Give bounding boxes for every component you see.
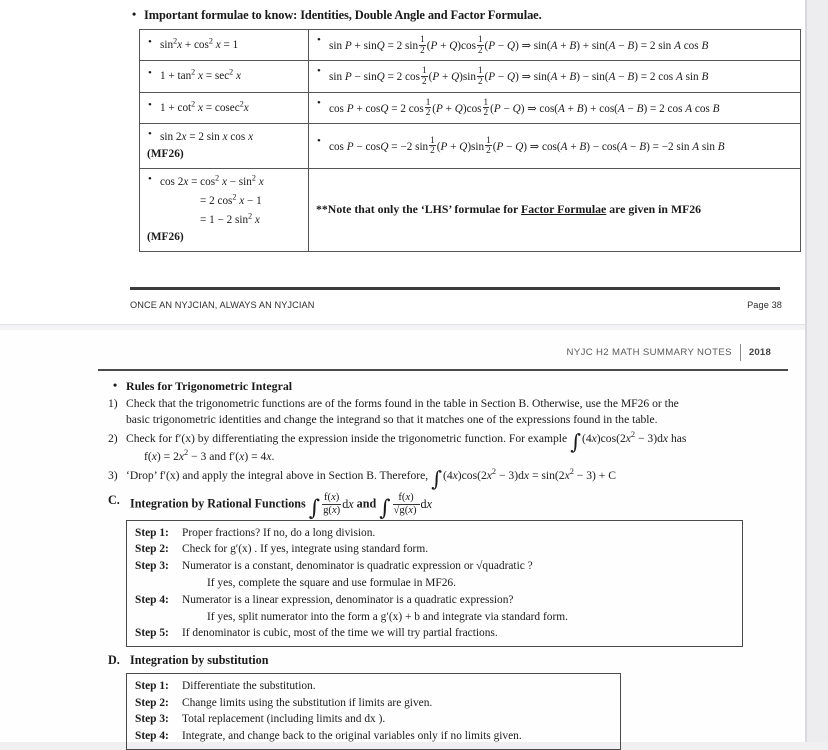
identity-1: • $\sin^2x + \cos^2 x = 1$ (147, 37, 302, 53)
footer-page-number: Page 38 (747, 300, 782, 310)
step-row (135, 592, 735, 609)
table-row (140, 61, 801, 92)
section-d-heading (108, 652, 780, 669)
note-prefix: **Note that only the ‘LHS’ formulae for (316, 201, 521, 216)
step-row (135, 558, 735, 575)
step-label: Step 1: (135, 679, 169, 692)
footer-divider (130, 287, 780, 290)
step-row-sub (135, 609, 735, 626)
section-c-heading (108, 492, 780, 521)
note-suffix: are given in MF26 (606, 201, 702, 216)
page-header (567, 344, 771, 361)
rule-2-text-b: has (668, 432, 687, 446)
step-row (135, 541, 735, 558)
section-c-formula: ∫ $\frac{f(x)}{g(x)}$ dx (308, 492, 354, 521)
identity-5-line3: = 1 − 2 $\sin^2 x$ (200, 211, 260, 227)
identity-5-line2: = 2 $\cos^2 x - 1$ (200, 192, 262, 207)
integral-icon: ∫ (431, 466, 442, 491)
step-row-sub (135, 575, 735, 592)
step-label: Step 4: (135, 730, 169, 743)
section-c-conjunction: and (356, 497, 377, 512)
identity-5: • $\cos 2x = \cos^2 x - \sin^2 x$ = 2 $\cos^2 x - 1$ = 1 − 2 $\sin^2 x$ (147, 174, 302, 229)
identity-3: • $1 + \cot^2 x = cosec^2x$ (147, 100, 302, 116)
factor-formula-3: • cos P + cosQ = 2 cos $\frac{1}{2}$ (P + Q)cos $\frac{1}{2}$ (P − Q) ⇒ cos(A + B) + cos(A − B) = 2 cos A cos B (316, 98, 794, 118)
trig-formulae-table (139, 29, 801, 252)
rules-title: • Rules for Trigonometric Integral (108, 378, 780, 394)
step-label: Step 5: (135, 627, 169, 640)
step-row (135, 695, 613, 712)
identity-4-mf-tag: (MF26) (147, 148, 184, 161)
step-text: Total replacement (including limits and dx ). (182, 713, 386, 726)
step-label: Step 1: (135, 526, 169, 539)
factor-formula-4: • cos P − cosQ = −2 sin $\frac{1}{2}$ (P + Q)sin $\frac{1}{2}$ (P − Q) ⇒ cos(A + B) − cos(A − B) = −2 sin A sin B (316, 136, 794, 156)
step-text: Differentiate the substitution. (182, 679, 316, 692)
section-d-letter: D. (108, 653, 120, 668)
rule-1 (108, 396, 780, 428)
footer-motto: ONCE AN NYJCIAN, ALWAYS AN NYJCIAN (130, 300, 315, 310)
integral-icon: ∫ (308, 495, 321, 521)
header-divider (98, 369, 788, 371)
rule-2-line-1: Check for f′(x) by differentiating the expression inside the trigonometric function. For example $\int(4x)\cos(2x^2 - 3)dx$ has (126, 429, 687, 454)
page-footer (130, 300, 782, 310)
rule-2 (108, 431, 780, 465)
step-text: If denominator is cubic, most of the time we will try partial fractions. (182, 627, 498, 640)
table-row (140, 123, 801, 168)
header-year: 2018 (748, 347, 771, 358)
factor-formula-2: • sin P − sinQ = 2 cos $\frac{1}{2}$ (P + Q)sin $\frac{1}{2}$ (P − Q) ⇒ sin(A + B) − sin(A − B) = 2 cos A sin B (316, 66, 794, 86)
step-text: Numerator is a constant, denominator is quadratic expression or √quadratic ? (182, 560, 533, 573)
step-row (135, 625, 735, 642)
section-c-steps-box (126, 520, 743, 647)
identity-cell-4 (140, 123, 309, 168)
rule-3-text-a: ‘Drop’ f′(x) and apply the integral above in Section B. Therefore, (126, 469, 432, 483)
rule-3 (108, 466, 780, 491)
identity-cell-3 (140, 92, 309, 123)
table-row (140, 92, 801, 123)
page-right-edge (805, 0, 807, 742)
step-label: Step 2: (135, 696, 169, 709)
step-row (135, 711, 613, 728)
step-row (135, 678, 613, 695)
table-row (140, 168, 801, 251)
identity-cell-1 (140, 30, 309, 61)
step-text: If yes, complete the square and use formulae in MF26. (207, 576, 456, 589)
rule-2-line-2: $f(x) = 2x^2 - 3$ and f′(x) = 4x. (144, 448, 275, 464)
step-text: If yes, split numerator into the form a g′(x) + b and integrate via standard form. (207, 610, 568, 623)
header-title: NYJC H2 MATH SUMMARY NOTES (566, 347, 732, 358)
factor-formula-cell-3 (309, 92, 801, 123)
rule-3-number: 3) (108, 469, 118, 483)
section-c-formula-2: ∫ $\frac{f(x)}{√g(x)}$ dx (379, 492, 432, 521)
identity-cell-2 (140, 61, 309, 92)
step-text: Proper fractions? If no, do a long division. (182, 526, 376, 539)
rule-3-line-1: ‘Drop’ f′(x) and apply the integral above in Section B. Therefore, $\int(4x)\cos(2x^2 - 3)dx = \sin(2x^2 - 3) + C$ (126, 466, 616, 491)
identity-5-mf-tag: (MF26) (147, 231, 184, 244)
rule-1-number: 1) (108, 397, 118, 411)
step-text: Integrate, and change back to the original variables only if no limits given. (182, 730, 522, 743)
step-label: Step 4: (135, 593, 169, 606)
identity-2: • $1 + \tan^2 x = \sec^2 x$ (147, 68, 302, 84)
factor-formula-cell-4 (309, 123, 801, 168)
step-label: Step 2: (135, 543, 169, 556)
factor-formula-1: • sin P + sinQ = 2 sin $\frac{1}{2}$ (P + Q)cos $\frac{1}{2}$ (P − Q) ⇒ sin(A + B) + sin(A − B) = 2 sin A cos B (316, 35, 794, 55)
formulae-heading: • Important formulae to know: Identities, Double Angle and Factor Formulae. (130, 8, 775, 23)
integral-icon: ∫ (570, 429, 581, 454)
notes-body (108, 378, 780, 750)
rule-1-line-2: basic trigonometric identities and change the integrand so that it matches one of the expressions found in the table. (126, 413, 658, 427)
step-row (135, 728, 613, 745)
step-text: Numerator is a linear expression, denominator is a quadratic expression? (182, 593, 514, 606)
page-39 (0, 330, 806, 742)
factor-formula-cell-1 (309, 30, 801, 61)
factor-formulae-note-cell (309, 168, 801, 251)
section-d-title: Integration by substitution (130, 653, 269, 668)
step-label: Step 3: (135, 713, 169, 726)
section-c-title: Integration by Rational Functions (130, 497, 306, 512)
note-underlined-term: Factor Formulae (521, 201, 607, 216)
section-d-steps-box (126, 673, 621, 750)
page-38 (0, 0, 806, 324)
formulae-section (130, 8, 775, 252)
table-row (140, 30, 801, 61)
rule-2-number: 2) (108, 432, 118, 446)
rule-2-text-a: Check for f′(x) by differentiating the expression inside the trigonometric function. For example (126, 432, 571, 446)
step-text: Change limits using the substitution if limits are given. (182, 696, 433, 709)
section-c-letter: C. (108, 493, 120, 508)
identity-4: • sin 2x = 2 sin x cos x (147, 129, 302, 145)
identity-cell-5 (140, 168, 309, 251)
step-row (135, 525, 735, 542)
rule-1-line-1: Check that the trigonometric functions are of the forms found in the table in Section B. Otherwise, use the MF26 or the (126, 397, 679, 411)
factor-formulae-note (316, 201, 794, 219)
step-text: Check for g′(x) . If yes, integrate using standard form. (182, 543, 429, 556)
step-label: Step 3: (135, 560, 169, 573)
integral-icon: ∫ (379, 495, 391, 521)
factor-formula-cell-2 (309, 61, 801, 92)
